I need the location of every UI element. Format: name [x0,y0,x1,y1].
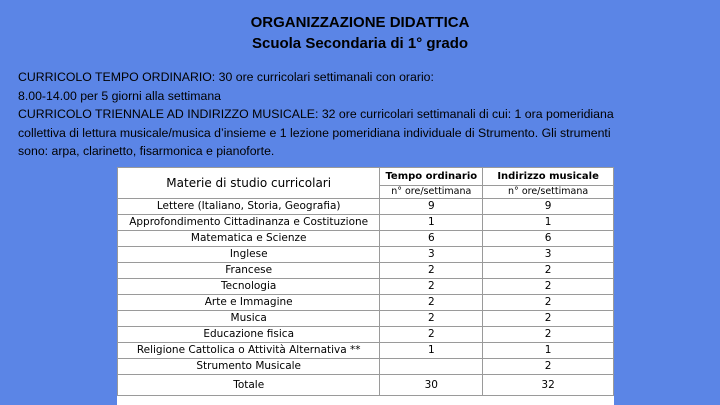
musicale-header: Indirizzo musicale [483,168,614,186]
ordinario-cell: 6 [380,231,483,247]
subject-cell: Arte e Immagine [118,295,380,311]
table-row [118,263,614,279]
intro-line-1: CURRICOLO TEMPO ORDINARIO: 30 ore curricolari settimanali con orario: [18,70,434,84]
ordinario-cell: 2 [380,263,483,279]
ordinario-cell: 9 [380,199,483,215]
intro-line-5: sono: arpa, clarinetto, fisarmonica e pianoforte. [18,144,275,158]
musicale-cell: 2 [483,327,614,343]
musicale-cell: 3 [483,247,614,263]
table-row [118,295,614,311]
table-row [118,311,614,327]
total-label: Totale [118,375,380,396]
subject-cell: Tecnologia [118,279,380,295]
table-row [118,199,614,215]
musicale-cell: 2 [483,311,614,327]
table-row [118,231,614,247]
subject-cell: Strumento Musicale [118,359,380,375]
musicale-cell: 2 [483,279,614,295]
ordinario-cell [380,359,483,375]
ordinario-cell: 2 [380,279,483,295]
subject-cell: Educazione fisica [118,327,380,343]
ordinario-cell: 1 [380,343,483,359]
curriculum-table [117,167,614,396]
subject-cell: Francese [118,263,380,279]
subject-header: Materie di studio curricolari [118,168,380,199]
subject-cell: Inglese [118,247,380,263]
table-row [118,327,614,343]
musicale-cell: 2 [483,295,614,311]
title-line-2: Scuola Secondaria di 1° grado [251,35,469,52]
table-body [118,199,614,375]
table-row [118,359,614,375]
musicale-cell: 2 [483,263,614,279]
musicale-cell: 9 [483,199,614,215]
ordinario-cell: 3 [380,247,483,263]
total-musicale: 32 [483,375,614,396]
subject-cell: Lettere (Italiano, Storia, Geografia) [118,199,380,215]
musicale-cell: 2 [483,359,614,375]
intro-line-3: CURRICOLO TRIENNALE AD INDIRIZZO MUSICALE: 32 ore curricolari settimanali di cui: 1 ora pomeridiana [18,107,614,121]
intro-line-2: 8.00-14.00 per 5 giorni alla settimana [18,88,222,103]
total-ordinario: 30 [380,375,483,396]
subject-cell: Approfondimento Cittadinanza e Costituzione [118,215,380,231]
table-row [118,215,614,231]
table-row [118,247,614,263]
musicale-cell: 6 [483,231,614,247]
ordinario-header: Tempo ordinario [380,168,483,186]
intro-text [18,68,708,161]
table-row [118,343,614,359]
musicale-unit: n° ore/settimana [483,186,614,199]
table-row [118,279,614,295]
ordinario-cell: 1 [380,215,483,231]
musicale-cell: 1 [483,215,614,231]
subject-cell: Musica [118,311,380,327]
ordinario-cell: 2 [380,311,483,327]
intro-line-4: collettiva di lettura musicale/musica d’insieme e 1 lezione pomeridiana individuale di Strumento. Gli strumenti [18,125,611,140]
musicale-cell: 1 [483,343,614,359]
subject-cell: Matematica e Scienze [118,231,380,247]
subject-cell: Religione Cattolica o Attività Alternativa ** [118,343,380,359]
ordinario-unit: n° ore/settimana [380,186,483,199]
ordinario-cell: 2 [380,295,483,311]
total-row [118,375,614,396]
page-title [0,12,720,54]
ordinario-cell: 2 [380,327,483,343]
curriculum-table-image [117,167,614,405]
title-line-1: ORGANIZZAZIONE DIDATTICA [250,14,470,31]
